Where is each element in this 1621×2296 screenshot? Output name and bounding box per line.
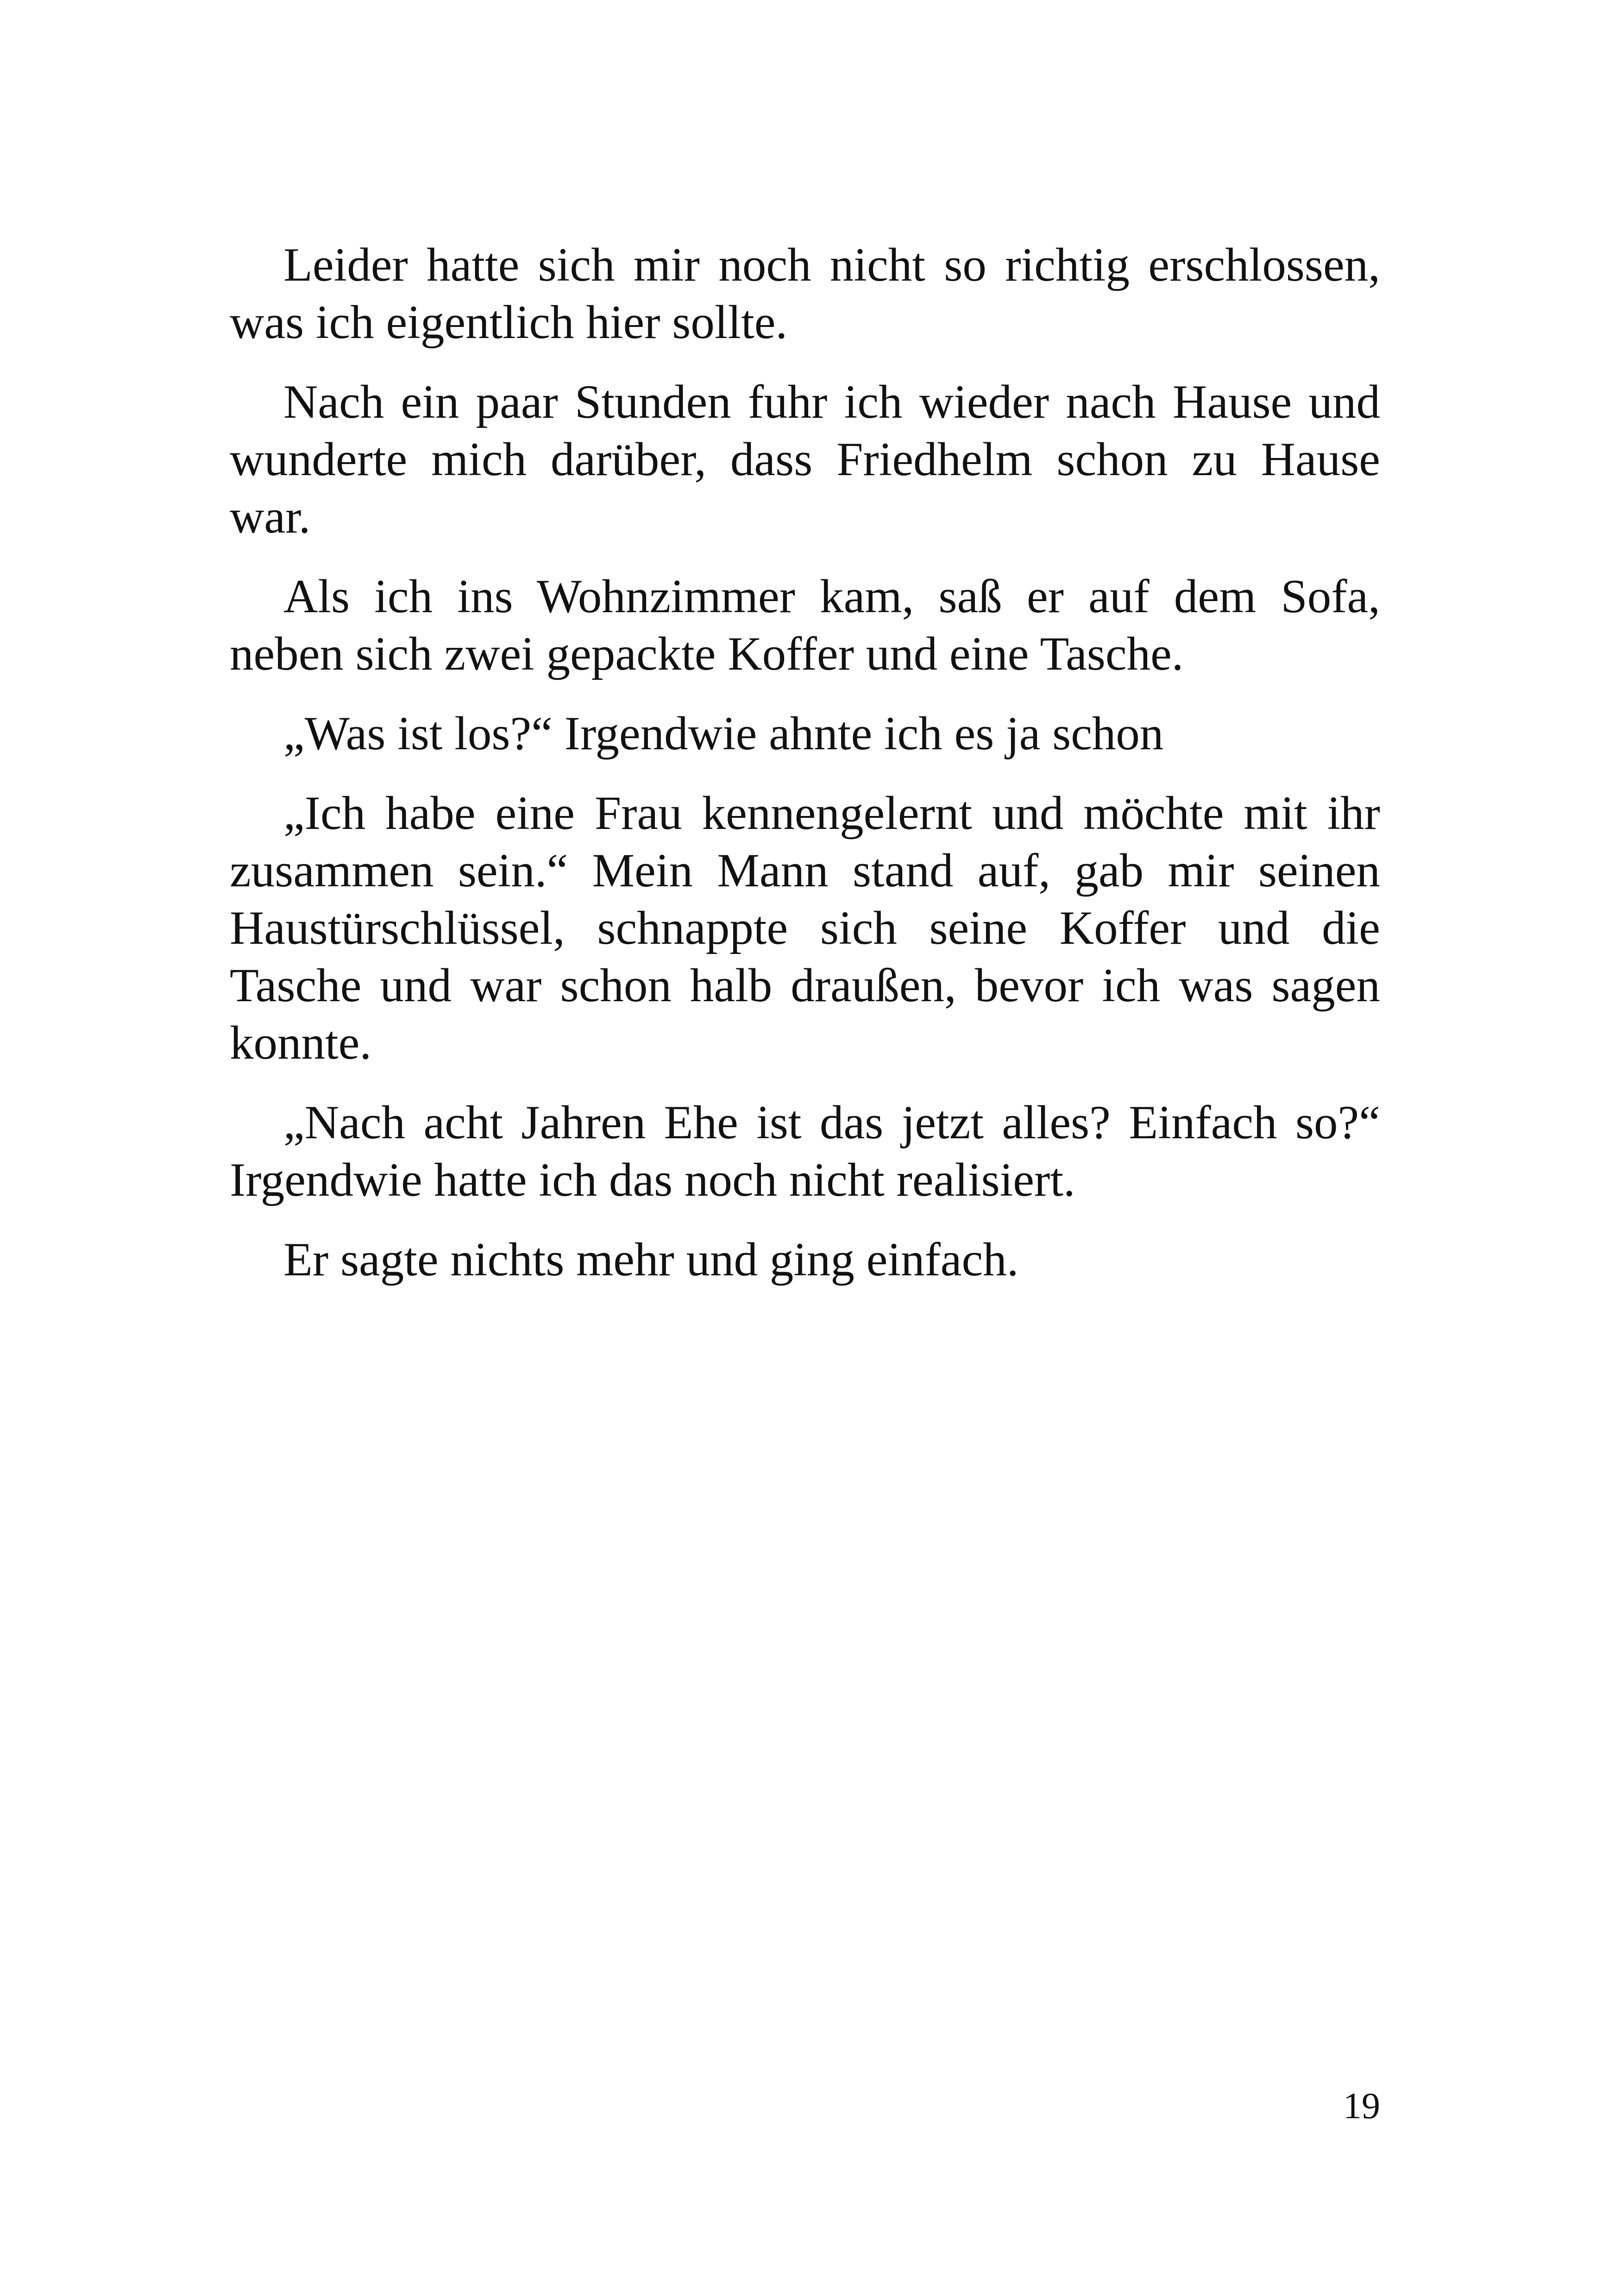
paragraph: Nach ein paar Stunden fuhr ich wieder nach Hause und wunderte mich darüber, dass Friedhelm schon zu Hause war. (230, 376, 1380, 543)
paragraph: Leider hatte sich mir noch nicht so richtig erschlossen, was ich eigentlich hier sollte. (230, 238, 1380, 349)
paragraph: „Was ist los?“ Irgendwie ahnte ich es ja schon (283, 707, 1164, 760)
paragraph: Er sagte nichts mehr und ging einfach. (283, 1233, 1019, 1286)
paragraph: „Ich habe eine Frau kennengelernt und möchte mit ihr zusammen sein.“ Mein Mann stand auf, gab mir seinen Haustürschlüssel, schnappte sich seine Koffer und die Tasche und war schon halb draußen, bevor ich was sagen konnte. (230, 787, 1380, 1069)
page-number: 19 (1343, 2086, 1380, 2127)
paragraph: „Nach acht Jahren Ehe ist das jetzt alles? Einfach so?“ Irgendwie hatte ich das noch nicht realisiert. (230, 1096, 1380, 1206)
paragraph: Als ich ins Wohnzimmer kam, saß er auf dem Sofa, neben sich zwei gepackte Koffer und eine Tasche. (230, 570, 1380, 680)
body-text (230, 236, 1380, 1311)
